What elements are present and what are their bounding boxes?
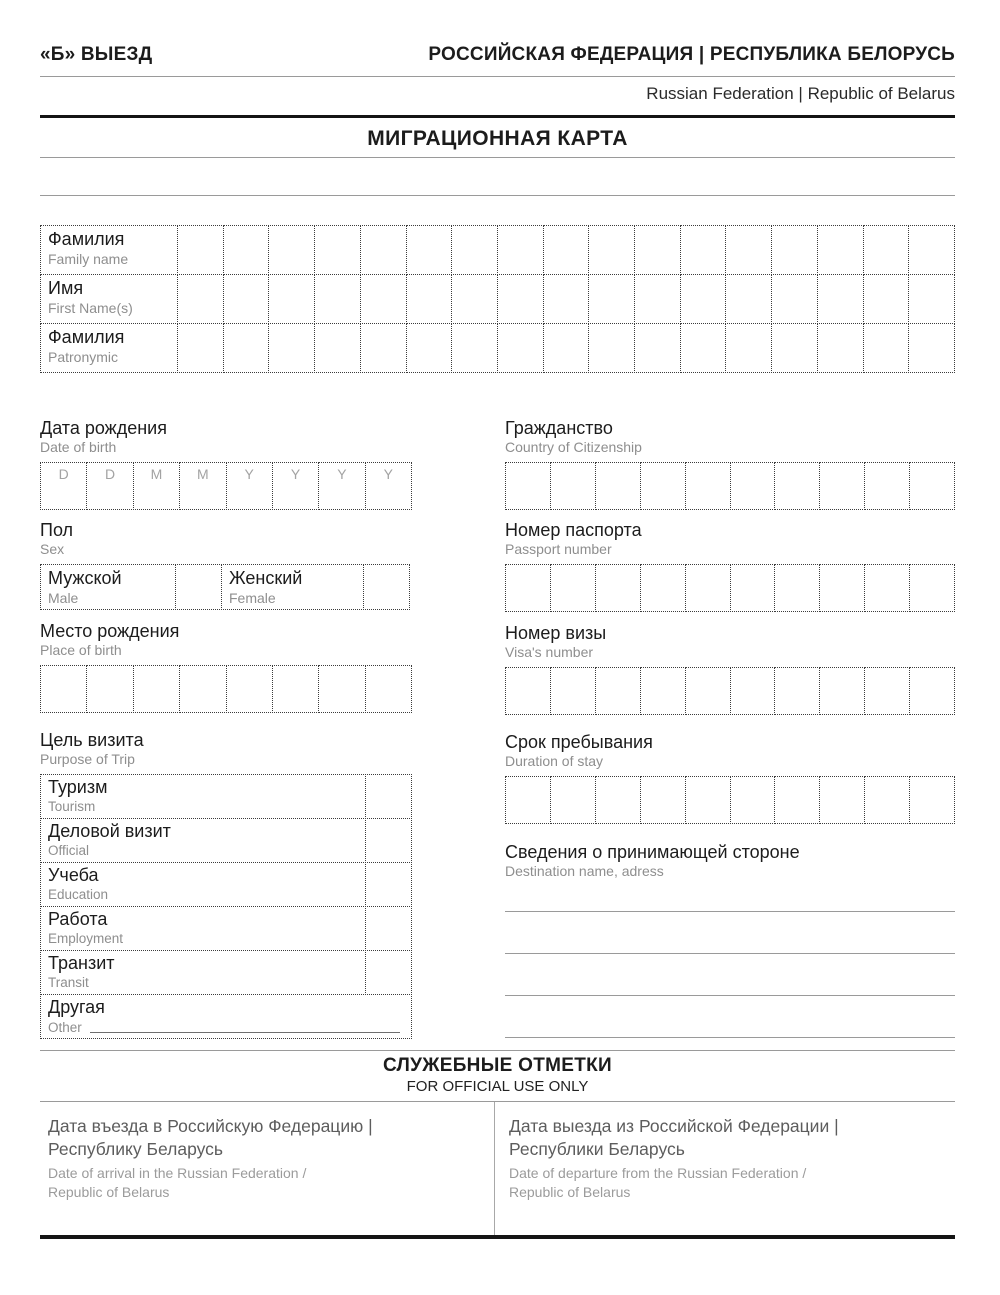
birth-date-label (40, 417, 412, 456)
birth-place-label-en: Place of birth (40, 642, 122, 658)
duration-label-en: Duration of stay (505, 753, 604, 769)
sex-female-label (221, 564, 364, 610)
char-cell[interactable] (863, 274, 910, 324)
purpose-tourism-label (40, 774, 366, 819)
purpose-employment-label-en: Employment (48, 931, 124, 946)
char-cell[interactable] (908, 274, 955, 324)
char-cell[interactable] (680, 274, 727, 324)
family-name-label-ru: Фамилия (48, 229, 125, 249)
form-header (40, 44, 955, 66)
passport-cells (505, 564, 955, 612)
char-cell[interactable] (908, 323, 955, 373)
char-cell[interactable] (550, 462, 596, 510)
char-cell[interactable] (497, 323, 544, 373)
char-cell[interactable] (819, 667, 865, 715)
char-cell[interactable] (640, 462, 686, 510)
purpose-tourism-checkbox[interactable] (365, 774, 412, 819)
purpose-official-label-ru: Деловой визит (48, 821, 171, 841)
char-cell[interactable] (318, 665, 365, 713)
char-cell[interactable] (179, 665, 226, 713)
destination-write-area (505, 886, 955, 1038)
purpose-employment-checkbox[interactable] (365, 906, 412, 951)
purpose-option-other (40, 994, 412, 1039)
patronymic-row (40, 323, 955, 373)
char-cell[interactable] (550, 564, 596, 612)
char-cell[interactable] (133, 665, 180, 713)
arrival-label-en-line1: Date of arrival in the Russian Federation / (48, 1165, 307, 1181)
citizenship-section (505, 417, 955, 510)
date-format-letter: M (150, 466, 163, 482)
char-cell[interactable] (268, 225, 315, 275)
date-format-letter: M (196, 466, 209, 482)
purpose-other-label (40, 994, 412, 1039)
char-cell[interactable] (588, 274, 635, 324)
char-cell[interactable] (595, 776, 641, 824)
char-cell[interactable] (133, 462, 180, 510)
family-name-label-en: Family name (48, 251, 129, 267)
char-cell[interactable] (451, 225, 498, 275)
char-cell[interactable] (817, 323, 864, 373)
title-rule-2 (40, 195, 955, 196)
first-name-row (40, 274, 955, 324)
header-thick-rule (40, 115, 955, 118)
char-cell[interactable] (177, 274, 224, 324)
departure-date-block[interactable] (494, 1102, 955, 1235)
date-format-letter: Y (383, 466, 393, 482)
country-title-ru: РОССИЙСКАЯ ФЕДЕРАЦИЯ | РЕСПУБЛИКА БЕЛОРУСЬ (428, 44, 955, 65)
purpose-option-transit (40, 950, 412, 995)
char-cell[interactable] (406, 225, 453, 275)
patronymic-cells (178, 323, 955, 373)
passport-section (505, 519, 955, 612)
char-cell[interactable] (497, 274, 544, 324)
form-body (40, 417, 955, 1039)
char-cell[interactable] (634, 225, 681, 275)
char-cell[interactable] (451, 274, 498, 324)
char-cell[interactable] (864, 667, 910, 715)
char-cell[interactable] (360, 323, 407, 373)
purpose-section (40, 729, 412, 1039)
char-cell[interactable] (365, 665, 412, 713)
char-cell[interactable] (685, 462, 731, 510)
citizenship-label (505, 417, 955, 456)
departure-label-ru-line1: Дата выезда из Российской Федерации | (509, 1116, 839, 1136)
family-name-label (40, 225, 178, 275)
char-cell[interactable] (497, 225, 544, 275)
visa-label-en: Visa's number (505, 644, 594, 660)
duration-cells (505, 776, 955, 824)
passport-label-en: Passport number (505, 541, 612, 557)
purpose-employment-label-ru: Работа (48, 909, 108, 929)
sex-male-label-en: Male (48, 590, 79, 606)
card-type-label: «Б» ВЫЕЗД (40, 44, 153, 65)
purpose-tourism-label-en: Tourism (48, 799, 96, 814)
destination-label-en: Destination name, adress (505, 863, 664, 879)
purpose-label-en: Purpose of Trip (40, 751, 135, 767)
char-cell[interactable] (725, 323, 772, 373)
char-cell[interactable] (864, 564, 910, 612)
citizenship-cells (505, 462, 955, 510)
first-name-label-ru: Имя (48, 278, 84, 298)
family-name-row (40, 225, 955, 275)
char-cell[interactable] (543, 323, 590, 373)
char-cell[interactable] (314, 225, 361, 275)
left-column (40, 417, 412, 1039)
sex-female-checkbox[interactable] (363, 564, 410, 610)
form-title: МИГРАЦИОННАЯ КАРТА (367, 127, 628, 150)
sex-male-label-ru: Мужской (48, 568, 122, 588)
date-format-letter: D (58, 466, 69, 482)
passport-label (505, 519, 955, 558)
char-cell[interactable] (908, 225, 955, 275)
sex-female-label-ru: Женский (229, 568, 303, 588)
purpose-education-label (40, 862, 366, 907)
birth-date-label-ru: Дата рождения (40, 418, 167, 438)
char-cell[interactable] (634, 274, 681, 324)
passport-label-ru: Номер паспорта (505, 520, 642, 540)
char-cell[interactable] (505, 667, 551, 715)
name-grid (40, 225, 955, 373)
purpose-transit-label-ru: Транзит (48, 953, 115, 973)
char-cell[interactable] (864, 462, 910, 510)
departure-label-ru-line2: Республики Беларусь (509, 1139, 685, 1159)
char-cell[interactable] (177, 323, 224, 373)
birth-place-label-ru: Место рождения (40, 621, 180, 641)
char-cell[interactable] (730, 667, 776, 715)
citizenship-label-en: Country of Citizenship (505, 439, 642, 455)
first-name-label (40, 274, 178, 324)
char-cell[interactable] (86, 462, 133, 510)
char-cell[interactable] (268, 323, 315, 373)
purpose-options (40, 774, 412, 1039)
official-columns (40, 1102, 955, 1235)
char-cell[interactable] (360, 274, 407, 324)
visa-label-ru: Номер визы (505, 623, 607, 643)
char-cell[interactable] (909, 462, 955, 510)
char-cell[interactable] (771, 323, 818, 373)
char-cell[interactable] (771, 225, 818, 275)
duration-label-ru: Срок пребывания (505, 732, 653, 752)
purpose-other-label-ru: Другая (48, 997, 105, 1017)
char-cell[interactable] (272, 462, 319, 510)
sex-male-label (40, 564, 176, 610)
date-format-letter: Y (337, 466, 347, 482)
column-gap (412, 417, 505, 1039)
arrival-label-en-line2: Republic of Belarus (48, 1184, 170, 1200)
char-cell[interactable] (318, 462, 365, 510)
visa-label (505, 622, 955, 661)
first-name-label-en: First Name(s) (48, 300, 133, 316)
country-title-en: Russian Federation | Republic of Belarus (646, 84, 955, 103)
writing-line[interactable] (505, 912, 955, 954)
char-cell[interactable] (725, 225, 772, 275)
official-rule-top (40, 1050, 955, 1051)
purpose-education-label-en: Education (48, 887, 109, 902)
purpose-official-label-en: Official (48, 843, 90, 858)
purpose-option-employment (40, 906, 412, 951)
char-cell[interactable] (685, 564, 731, 612)
char-cell[interactable] (314, 274, 361, 324)
char-cell[interactable] (685, 667, 731, 715)
sex-label-en: Sex (40, 541, 65, 557)
destination-label (505, 841, 955, 880)
destination-section (505, 841, 955, 1038)
char-cell[interactable] (451, 323, 498, 373)
writing-line[interactable] (505, 996, 955, 1038)
char-cell[interactable] (909, 667, 955, 715)
sex-female-label-en: Female (229, 590, 276, 606)
visa-cells (505, 667, 955, 715)
char-cell[interactable] (863, 323, 910, 373)
first-name-cells (178, 274, 955, 324)
char-cell[interactable] (774, 564, 820, 612)
purpose-transit-label (40, 950, 366, 995)
purpose-option-tourism (40, 774, 412, 819)
official-title-en: FOR OFFICIAL USE ONLY (406, 1078, 589, 1095)
char-cell[interactable] (365, 462, 412, 510)
purpose-tourism-label-ru: Туризм (48, 777, 108, 797)
char-cell[interactable] (774, 667, 820, 715)
char-cell[interactable] (595, 564, 641, 612)
char-cell[interactable] (680, 323, 727, 373)
char-cell[interactable] (730, 564, 776, 612)
purpose-education-label-ru: Учеба (48, 865, 99, 885)
purpose-other-label-en-text: Other (48, 1020, 82, 1035)
title-rule-1 (40, 157, 955, 158)
arrival-date-block[interactable] (40, 1102, 494, 1235)
visa-section (505, 622, 955, 715)
char-cell[interactable] (909, 776, 955, 824)
birth-place-cells (40, 665, 412, 713)
char-cell[interactable] (360, 225, 407, 275)
char-cell[interactable] (817, 225, 864, 275)
purpose-label-ru: Цель визита (40, 730, 144, 750)
char-cell[interactable] (725, 274, 772, 324)
departure-label-en-line2: Republic of Belarus (509, 1184, 631, 1200)
patronymic-label-en: Patronymic (48, 349, 119, 365)
char-cell[interactable] (272, 665, 319, 713)
char-cell[interactable] (223, 323, 270, 373)
patronymic-label-ru: Фамилия (48, 327, 125, 347)
char-cell[interactable] (40, 462, 87, 510)
char-cell[interactable] (634, 323, 681, 373)
sex-label-ru: Пол (40, 520, 74, 540)
char-cell[interactable] (640, 667, 686, 715)
char-cell[interactable] (774, 462, 820, 510)
char-cell[interactable] (314, 323, 361, 373)
purpose-option-education (40, 862, 412, 907)
destination-label-ru: Сведения о принимающей стороне (505, 842, 800, 862)
char-cell[interactable] (595, 667, 641, 715)
char-cell[interactable] (226, 462, 273, 510)
char-cell[interactable] (177, 225, 224, 275)
purpose-other-fill-line[interactable] (90, 1019, 400, 1033)
char-cell[interactable] (550, 776, 596, 824)
char-cell[interactable] (505, 462, 551, 510)
char-cell[interactable] (223, 274, 270, 324)
birth-date-cells (40, 462, 412, 510)
header-rule-1 (40, 76, 955, 77)
char-cell[interactable] (864, 776, 910, 824)
purpose-transit-checkbox[interactable] (365, 950, 412, 995)
char-cell[interactable] (730, 776, 776, 824)
char-cell[interactable] (226, 665, 273, 713)
writing-line[interactable] (505, 954, 955, 996)
char-cell[interactable] (40, 665, 87, 713)
char-cell[interactable] (505, 564, 551, 612)
char-cell[interactable] (550, 667, 596, 715)
purpose-other-label-en (48, 1019, 404, 1036)
arrival-label-ru-line2: Республику Беларусь (48, 1139, 224, 1159)
family-name-cells (178, 225, 955, 275)
char-cell[interactable] (730, 462, 776, 510)
char-cell[interactable] (817, 274, 864, 324)
duration-section (505, 731, 955, 824)
char-cell[interactable] (685, 776, 731, 824)
birth-date-label-en: Date of birth (40, 439, 117, 455)
char-cell[interactable] (595, 462, 641, 510)
writing-line[interactable] (505, 886, 955, 912)
char-cell[interactable] (774, 776, 820, 824)
bottom-thick-rule (40, 1235, 955, 1239)
purpose-transit-label-en: Transit (48, 975, 89, 990)
char-cell[interactable] (268, 274, 315, 324)
char-cell[interactable] (680, 225, 727, 275)
char-cell[interactable] (819, 564, 865, 612)
sex-section (40, 519, 412, 610)
purpose-education-checkbox[interactable] (365, 862, 412, 907)
char-cell[interactable] (86, 665, 133, 713)
citizenship-label-ru: Гражданство (505, 418, 613, 438)
right-column (505, 417, 955, 1039)
char-cell[interactable] (588, 225, 635, 275)
duration-label (505, 731, 955, 770)
char-cell[interactable] (505, 776, 551, 824)
birth-place-label (40, 620, 412, 659)
arrival-label-ru-line1: Дата въезда в Российскую Федерацию | (48, 1116, 373, 1136)
char-cell[interactable] (909, 564, 955, 612)
departure-label-en-line1: Date of departure from the Russian Federation / (509, 1165, 807, 1181)
sex-label (40, 519, 412, 558)
char-cell[interactable] (406, 323, 453, 373)
char-cell[interactable] (223, 225, 270, 275)
sex-male-checkbox[interactable] (175, 564, 222, 610)
char-cell[interactable] (640, 776, 686, 824)
date-format-letter: Y (244, 466, 254, 482)
char-cell[interactable] (588, 323, 635, 373)
char-cell[interactable] (543, 274, 590, 324)
patronymic-label (40, 323, 178, 373)
char-cell[interactable] (863, 225, 910, 275)
purpose-label (40, 729, 412, 768)
official-use-section (40, 1050, 955, 1239)
birth-place-section (40, 620, 412, 713)
char-cell[interactable] (543, 225, 590, 275)
char-cell[interactable] (640, 564, 686, 612)
char-cell[interactable] (179, 462, 226, 510)
date-format-letter: D (105, 466, 116, 482)
date-format-letter: Y (290, 466, 301, 482)
char-cell[interactable] (771, 274, 818, 324)
char-cell[interactable] (406, 274, 453, 324)
birth-date-section (40, 417, 412, 510)
purpose-option-official (40, 818, 412, 863)
purpose-official-label (40, 818, 366, 863)
char-cell[interactable] (819, 776, 865, 824)
official-title-ru: СЛУЖЕБНЫЕ ОТМЕТКИ (382, 1055, 613, 1076)
sex-options-row (40, 564, 412, 610)
purpose-employment-label (40, 906, 366, 951)
purpose-official-checkbox[interactable] (365, 818, 412, 863)
char-cell[interactable] (819, 462, 865, 510)
